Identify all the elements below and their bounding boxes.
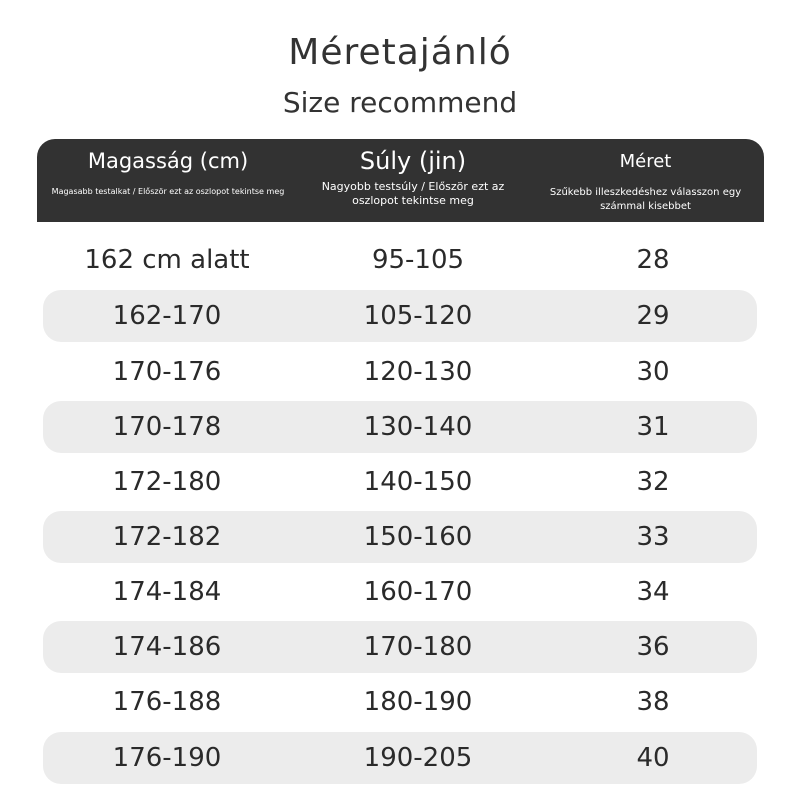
table-row	[43, 401, 757, 453]
size-cell: 33	[636, 522, 670, 552]
table-row	[43, 732, 757, 784]
weight-cell: 180-190	[363, 687, 473, 717]
size-cell: 40	[636, 743, 670, 773]
weight-cell: 160-170	[363, 577, 473, 607]
height-cell: 172-182	[112, 522, 222, 552]
header-size-note: Szűkebb illeszkedéshez válasszon egy számmal kisebbet	[549, 187, 742, 212]
header-weight-note: Nagyobb testsúly / Először ezt az oszlopot tekintse meg	[321, 180, 505, 207]
table-row	[43, 290, 757, 342]
header-height-note: Magasabb testalkat / Először ezt az oszlopot tekintse meg	[51, 187, 285, 196]
size-cell: 31	[636, 412, 670, 442]
header-weight-title: Súly (jin)	[359, 147, 467, 175]
height-cell: 162 cm alatt	[84, 245, 250, 275]
height-cell: 170-178	[112, 412, 222, 442]
header-height-column	[37, 139, 299, 222]
page-title: Méretajánló	[288, 32, 512, 73]
weight-cell: 150-160	[363, 522, 473, 552]
height-cell: 176-190	[112, 743, 222, 773]
header-weight-column	[299, 139, 527, 222]
size-cell: 38	[636, 687, 670, 717]
height-cell: 162-170	[112, 301, 222, 331]
weight-cell: 170-180	[363, 632, 473, 662]
table-row	[43, 456, 757, 508]
weight-cell: 95-105	[371, 245, 465, 275]
height-cell: 170-176	[112, 357, 222, 387]
table-row	[43, 234, 757, 286]
size-cell: 34	[636, 577, 670, 607]
size-cell: 32	[636, 467, 670, 497]
weight-cell: 120-130	[363, 357, 473, 387]
weight-cell: 140-150	[363, 467, 473, 497]
header-height-title: Magasság (cm)	[87, 149, 249, 173]
size-cell: 29	[636, 301, 670, 331]
size-cell: 36	[636, 632, 670, 662]
table-row	[43, 566, 757, 618]
weight-cell: 130-140	[363, 412, 473, 442]
weight-cell: 190-205	[363, 743, 473, 773]
size-cell: 28	[636, 245, 670, 275]
height-cell: 174-184	[112, 577, 222, 607]
page-subtitle: Size recommend	[282, 86, 518, 119]
header-size-title: Méret	[619, 151, 672, 172]
height-cell: 174-186	[112, 632, 222, 662]
table-row	[43, 511, 757, 563]
height-cell: 176-188	[112, 687, 222, 717]
height-cell: 172-180	[112, 467, 222, 497]
table-row	[43, 621, 757, 673]
header-size-column	[527, 139, 764, 222]
size-cell: 30	[636, 357, 670, 387]
table-row	[43, 676, 757, 728]
weight-cell: 105-120	[363, 301, 473, 331]
table-header	[37, 139, 764, 222]
table-row	[43, 346, 757, 398]
